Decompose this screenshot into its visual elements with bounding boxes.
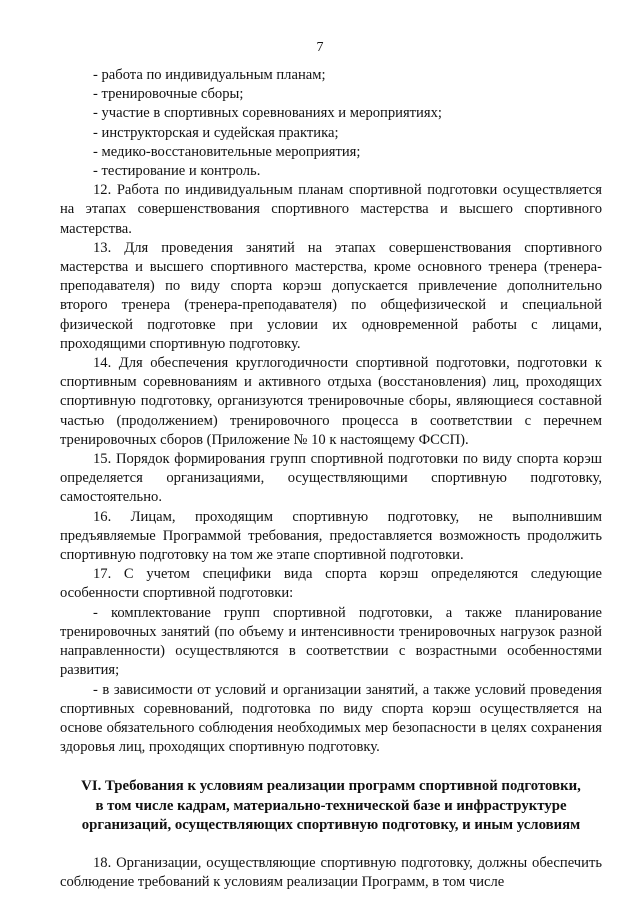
- paragraph-13: 13. Для проведения занятий на этапах совершенствования спортивного мастерства и высшего спортивного мастерства, кроме основного тренера (тренера-преподавателя) по виду спорта корэш допускается привлечение дополнительно второго тренера (тренера-преподавателя) по общефизической и специальной физической подготовке при условии их одновременной работы с лицами, проходящими спортивную подготовку.: [60, 239, 602, 352]
- page-number: 7: [316, 40, 324, 55]
- section-title: [60, 777, 602, 836]
- list-item: - тренировочные сборы;: [93, 86, 244, 103]
- paragraph-12: 12. Работа по индивидуальным планам спортивной подготовки осуществляется на этапах совершенствования спортивного мастерства и высшего спортивного мастерства.: [60, 182, 602, 237]
- section-title-line: организаций, осуществляющих спортивную подготовку, и иным условиям: [81, 817, 581, 834]
- paragraph-15: 15. Порядок формирования групп спортивной подготовки по виду спорта корэш определяется организациями, осуществляющими спортивную подготовку, самостоятельно.: [60, 451, 602, 506]
- list-item: - участие в спортивных соревнованиях и мероприятиях;: [93, 105, 442, 122]
- section-title-line: VI. Требования к условиям реализации программ спортивной подготовки,: [81, 778, 581, 795]
- paragraph-16: 16. Лицам, проходящим спортивную подготовку, не выполнившим предъявляемые Программой требования, предоставляется возможность продолжить спортивную подготовку на том же этапе спортивной подготовки.: [60, 508, 602, 564]
- paragraph-17-item-b: - в зависимости от условий и организации занятий, а также условий проведения спортивных соревнований, подготовка по виду спорта корэш осуществляется на основе обязательного соблюдения необходимых мер безопасности в целях сохранения здоровья лиц, проходящих спортивную подготовку.: [60, 681, 602, 756]
- paragraph-14: 14. Для обеспечения круглогодичности спортивной подготовки, подготовки к спортивным соревнованиям и активного отдыха (восстановления) лиц, проходящих спортивную подготовку, организуются тренировочные сборы, являющиеся составной частью (продолжением) тренировочного процесса в соответствии с перечнем тренировочных сборов (Приложение № 10 к настоящему ФССП).: [60, 355, 602, 448]
- document-body: [60, 66, 602, 892]
- section-title-line: в том числе кадрам, материально-технической базе и инфраструктуре: [95, 797, 567, 814]
- list-item: - медико-восстановительные мероприятия;: [93, 143, 361, 160]
- training-forms-list: [60, 66, 602, 181]
- paragraph-18: 18. Организации, осуществляющие спортивную подготовку, должны обеспечить соблюдение требований к условиям реализации Программ, в том числе: [60, 854, 602, 891]
- list-item: - работа по индивидуальным планам;: [93, 67, 326, 83]
- paragraph-17: 17. С учетом специфики вида спорта корэш определяются следующие особенности спортивной подготовки:: [60, 566, 602, 602]
- paragraph-17-item-a: - комплектование групп спортивной подготовки, а также планирование тренировочных занятий (по объему и интенсивности тренировочных нагрузок разной направленности) осуществляются в соответствии с возрастными особенностями развития;: [60, 604, 602, 679]
- list-item: - тестирование и контроль.: [93, 163, 261, 180]
- list-item: - инструкторская и судейская практика;: [93, 124, 339, 141]
